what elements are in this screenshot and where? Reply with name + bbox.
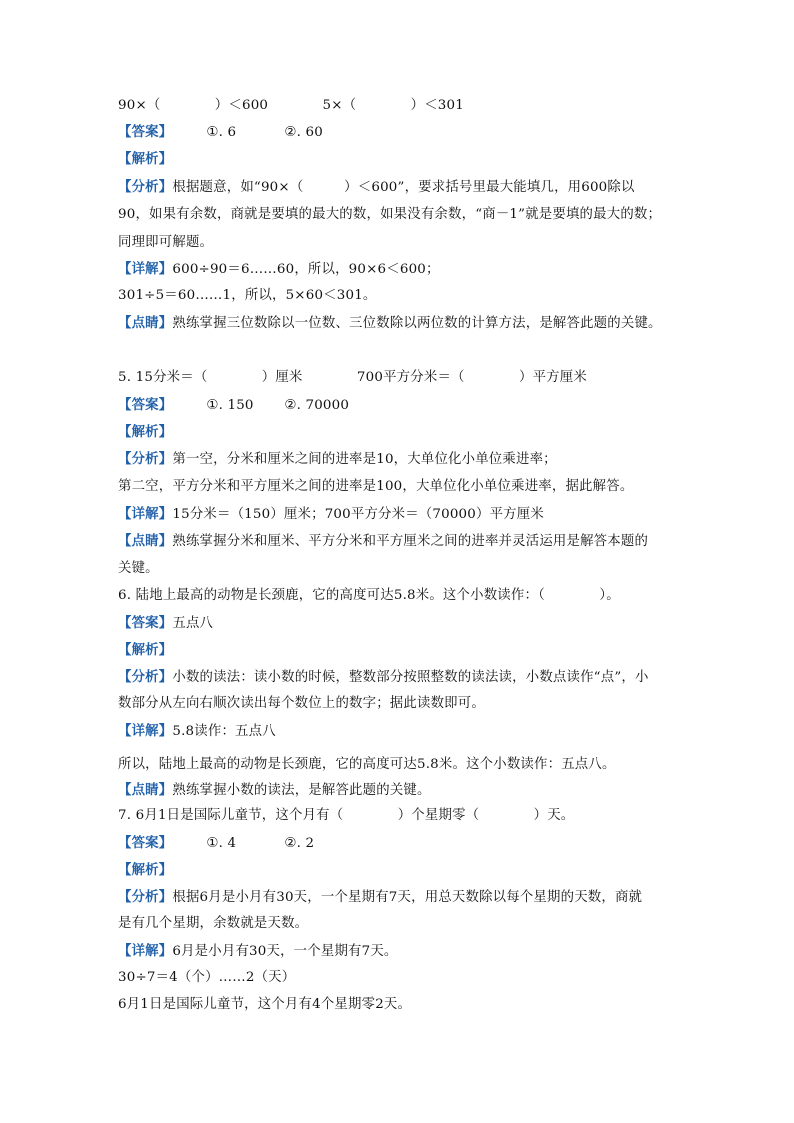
fenxi-tag: 【分析】 bbox=[118, 451, 173, 467]
q6-xiangjie-line-1: 【详解】5.8读作：五点八 bbox=[118, 723, 276, 739]
q4-fenxi-line-2: 90，如果有余数，商就是要填的最大的数，如果没有余数，“商－1”就是要填的最大的数； bbox=[118, 207, 662, 222]
xiangjie-tag: 【详解】 bbox=[118, 506, 173, 522]
answer-1: ①. 4 bbox=[206, 836, 237, 851]
fenxi-tag: 【分析】 bbox=[118, 669, 173, 685]
q6-question: 6. 陆地上最高的动物是长颈鹿，它的高度可达5.8米。这个小数读作：（ ）。 bbox=[118, 588, 620, 603]
fenxi-tag: 【分析】 bbox=[118, 179, 173, 195]
q5-fenxi-line-2: 第二空，平方分米和平方厘米之间的进率是100，大单位化小单位乘进率，据此解答。 bbox=[118, 479, 634, 494]
q7-answer-line bbox=[118, 833, 314, 854]
q6-fenxi-line-1: 【分析】小数的读法：读小数的时候，整数部分按照整数的读法读，小数点读作“点”，小 bbox=[118, 669, 649, 685]
dianjing-tag: 【点睛】 bbox=[118, 315, 173, 331]
q5-xiangjie-line-1: 【详解】15分米＝（150）厘米；700平方分米＝（70000）平方厘米 bbox=[118, 506, 544, 522]
q5-question: 5. 15分米＝（ ）厘米 700平方分米＝（ ）平方厘米 bbox=[118, 370, 587, 385]
answer-tag: 【答案】 bbox=[118, 835, 173, 851]
q5-dianjing-line-1: 【点睛】熟练掌握分米和厘米、平方分米和平方厘米之间的进率并灵活运用是解答本题的 bbox=[118, 533, 649, 549]
q6-xiangjie-line-2: 所以，陆地上最高的动物是长颈鹿，它的高度可达5.8米。这个小数读作：五点八。 bbox=[118, 757, 616, 772]
q5-answer-line bbox=[118, 395, 349, 416]
answer-2: ②. 70000 bbox=[284, 398, 350, 413]
q7-question: 7. 6月1日是国际儿童节，这个月有（ ）个星期零（ ）天。 bbox=[118, 808, 575, 823]
q7-xiangjie-line-3: 6月1日是国际儿童节，这个月有4个星期零2天。 bbox=[118, 997, 412, 1012]
q7-xiangjie-line-2: 30÷7＝4（个）……2（天） bbox=[118, 970, 296, 985]
q6-fenxi-line-2: 数部分从左向右顺次读出每个数位上的数字；据此读数即可。 bbox=[118, 696, 485, 711]
q7-xiangjie-line-1: 【详解】6月是小月有30天，一个星期有7天。 bbox=[118, 943, 398, 959]
q4-answer-line bbox=[118, 122, 323, 143]
q7-analysis-tag: 【解析】 bbox=[118, 862, 173, 878]
dianjing-tag: 【点睛】 bbox=[118, 782, 173, 798]
q5-fenxi-line-1: 【分析】第一空，分米和厘米之间的进率是10，大单位化小单位乘进率； bbox=[118, 451, 557, 467]
q6-answer-line bbox=[118, 613, 213, 634]
q4-fenxi-line-3: 同理即可解题。 bbox=[118, 235, 214, 250]
q7-fenxi-line-2: 是有几个星期，余数就是天数。 bbox=[118, 916, 309, 931]
dianjing-tag: 【点睛】 bbox=[118, 533, 173, 549]
q5-dianjing-line-2: 关键。 bbox=[118, 561, 159, 576]
answer-2: ②. 60 bbox=[284, 125, 323, 140]
q4-dianjing-line-1: 【点睛】熟练掌握三位数除以一位数、三位数除以两位数的计算方法，是解答此题的关键。 bbox=[118, 315, 662, 331]
answer-tag: 【答案】 bbox=[118, 397, 173, 413]
q5-analysis-tag: 【解析】 bbox=[118, 424, 173, 440]
q6-analysis-tag: 【解析】 bbox=[118, 642, 173, 658]
answer-tag: 【答案】 bbox=[118, 124, 173, 140]
q4-xiangjie-line-2: 301÷5＝60……1，所以，5×60＜301。 bbox=[118, 288, 377, 303]
answer-2: ②. 2 bbox=[284, 836, 315, 851]
q7-fenxi-line-1: 【分析】根据6月是小月有30天，一个星期有7天，用总天数除以每个星期的天数，商就 bbox=[118, 889, 643, 905]
q4-question: 90×（ ）＜600 5×（ ）＜301 bbox=[118, 98, 464, 113]
q4-xiangjie-line-1: 【详解】600÷90＝6……60，所以，90×6＜600； bbox=[118, 261, 440, 277]
fenxi-tag: 【分析】 bbox=[118, 889, 173, 905]
xiangjie-tag: 【详解】 bbox=[118, 723, 173, 739]
q4-fenxi-line-1: 【分析】根据题意，如“90×（ ）＜600”，要求括号里最大能填几，用600除以 bbox=[118, 179, 635, 195]
answer-1: ①. 6 bbox=[206, 125, 237, 140]
answer-1: 五点八 bbox=[172, 616, 214, 631]
answer-1: ①. 150 bbox=[206, 398, 254, 413]
answer-tag: 【答案】 bbox=[118, 615, 173, 631]
xiangjie-tag: 【详解】 bbox=[118, 943, 173, 959]
q4-analysis-tag: 【解析】 bbox=[118, 151, 173, 167]
q6-dianjing-line-1: 【点睛】熟练掌握小数的读法，是解答此题的关键。 bbox=[118, 782, 431, 798]
xiangjie-tag: 【详解】 bbox=[118, 261, 173, 277]
